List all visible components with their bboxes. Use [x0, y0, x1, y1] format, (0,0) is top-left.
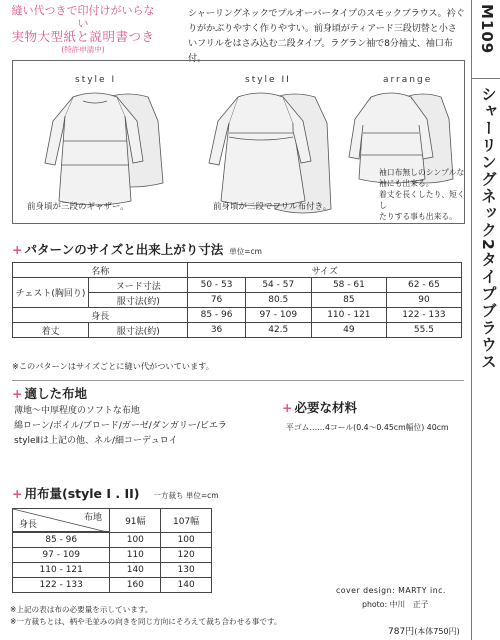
- style-caption-2: 前身頃が二段でフリル布付き。: [213, 202, 332, 212]
- style-label-2: style II: [245, 75, 291, 85]
- price-detail: (本体750円): [414, 627, 460, 636]
- usage-cell: 120: [161, 548, 212, 563]
- usage-cell: 100: [110, 533, 161, 548]
- usage-title: 用布量(style I . II): [24, 486, 140, 501]
- side-title-bar: [471, 0, 500, 640]
- usage-table: [12, 508, 212, 593]
- usage-height-cell: 85 - 96: [13, 533, 110, 548]
- size-table-size-header: サイズ: [188, 263, 462, 278]
- usage-w91-header: 91幅: [110, 509, 161, 533]
- fabric-title: 適した布地: [24, 386, 87, 401]
- table-cell: 97 - 109: [245, 308, 311, 323]
- usage-note: ※一方裁ちとは、柄や毛並みの向きを同じ方向にそろえて裁ち合わせる事です。: [10, 617, 282, 626]
- table-cell: 42.5: [245, 323, 311, 338]
- feature-line-2: 実物大型紙と説明書つき: [11, 29, 155, 44]
- fabric-list: [14, 404, 284, 449]
- photo-credit: photo: 中川 正子: [362, 600, 429, 609]
- table-cell: 85: [311, 293, 386, 308]
- fabric-line: styleⅡは上記の他、ネル/細コーデュロイ: [14, 436, 178, 446]
- description-line: りがかぶりやすく作りやすい。前身頃がティアード三段切替と小さ: [188, 23, 457, 34]
- section-divider: [12, 380, 464, 381]
- fabric-line: 綿ローン/ボイル/ブロード/ガーゼ/ダンガリー/ビエラ: [14, 421, 227, 431]
- materials-line: 平ゴム……4コール(0.4～0.45cm幅位) 40cm: [286, 423, 449, 432]
- side-divider: [472, 78, 500, 79]
- usage-height-cell: 110 - 121: [13, 563, 110, 578]
- table-cell: 110 - 121: [311, 308, 386, 323]
- style-label-1: style I: [75, 75, 117, 85]
- size-table: [12, 262, 462, 338]
- usage-notes: [10, 604, 340, 628]
- style-caption-1: 前身頃が三段のギャザー。: [27, 202, 129, 212]
- usage-cell: 140: [110, 563, 161, 578]
- size-unit: 単位=cm: [229, 247, 262, 256]
- table-cell: 54 - 57: [245, 278, 311, 293]
- usage-corner-spacer: [13, 509, 110, 533]
- style-illustration-panel: [12, 60, 465, 224]
- price-amount: 787円: [388, 627, 415, 637]
- pattern-title: シャーリングネック2タイプブラウス: [479, 86, 497, 371]
- chest-label: チェスト(胸回り): [13, 278, 89, 308]
- feature-line-3: (特許申請中): [61, 45, 105, 54]
- usage-cell: 100: [161, 533, 212, 548]
- usage-height-cell: 122 - 133: [13, 578, 110, 593]
- length-sublabel: 服寸法(約): [89, 323, 188, 338]
- usage-note: ※上記の表は布の必要量を示しています。: [10, 605, 153, 614]
- usage-heading: [12, 484, 219, 502]
- table-cell: 58 - 61: [311, 278, 386, 293]
- size-section-title: パターンのサイズと出来上がり寸法: [24, 242, 224, 257]
- table-cell: 62 - 65: [386, 278, 461, 293]
- description-line: シャーリングネックでプルオーバータイプのスモックブラウス。衿ぐ: [188, 8, 465, 19]
- plus-icon: +: [12, 242, 23, 257]
- usage-height-cell: 97 - 109: [13, 548, 110, 563]
- usage-unit: 一方裁ち 単位=cm: [153, 491, 219, 500]
- feature-line-1: 縫い代つきで印付けがいらない: [11, 4, 155, 30]
- height-label: 身長: [13, 308, 188, 323]
- usage-table-wrap: [12, 508, 212, 604]
- pattern-feature-block: [8, 4, 158, 56]
- size-table-note: ※このパターンはサイズごとに縫い代がついています。: [12, 361, 214, 371]
- materials-heading: [282, 398, 357, 416]
- pattern-code: M109: [478, 4, 496, 55]
- plus-icon: +: [12, 486, 23, 501]
- fabric-line: 薄地～中厚程度のソフトな布地: [14, 406, 140, 416]
- arrange-line: 袖にも出来る。: [379, 179, 434, 188]
- plus-icon: +: [282, 400, 293, 415]
- pattern-description: [188, 6, 468, 66]
- table-cell: 122 - 133: [386, 308, 461, 323]
- table-cell: 80.5: [245, 293, 311, 308]
- price: [388, 624, 460, 637]
- usage-w107-header: 107幅: [161, 509, 212, 533]
- table-cell: 49: [311, 323, 386, 338]
- usage-fabric-label: 布地: [83, 513, 102, 523]
- usage-height-label: 身長: [19, 520, 38, 530]
- garment-label: 服寸法(約): [89, 293, 188, 308]
- table-cell: 90: [386, 293, 461, 308]
- size-section-heading: [12, 240, 262, 258]
- description-line: いフリルをはさみ込む二段タイプ。ラグラン袖で8分袖丈、袖口布付。: [188, 38, 453, 64]
- usage-cell: 160: [110, 578, 161, 593]
- nude-label: ヌード寸法: [89, 278, 188, 293]
- usage-cell: 110: [110, 548, 161, 563]
- cover-credit: cover design: MARTY inc.: [336, 586, 446, 595]
- style-caption-arrange: [379, 167, 469, 222]
- arrange-line: たりする事も出来る。: [379, 212, 457, 221]
- usage-cell: 130: [161, 563, 212, 578]
- arrange-line: 着丈を長くしたり、短くし: [379, 190, 465, 210]
- length-label: 着丈: [13, 323, 89, 338]
- plus-icon: +: [12, 386, 23, 401]
- table-cell: 76: [188, 293, 245, 308]
- materials-title: 必要な材料: [294, 400, 357, 415]
- table-cell: 85 - 96: [188, 308, 245, 323]
- arrange-line: 袖口布無しのシンプルな: [379, 168, 465, 177]
- table-cell: 55.5: [386, 323, 461, 338]
- size-table-name-header: 名称: [13, 263, 188, 278]
- style-label-arrange: arrange: [383, 75, 433, 85]
- table-cell: 36: [188, 323, 245, 338]
- usage-cell: 140: [161, 578, 212, 593]
- table-cell: 50 - 53: [188, 278, 245, 293]
- fabric-heading: [12, 384, 87, 402]
